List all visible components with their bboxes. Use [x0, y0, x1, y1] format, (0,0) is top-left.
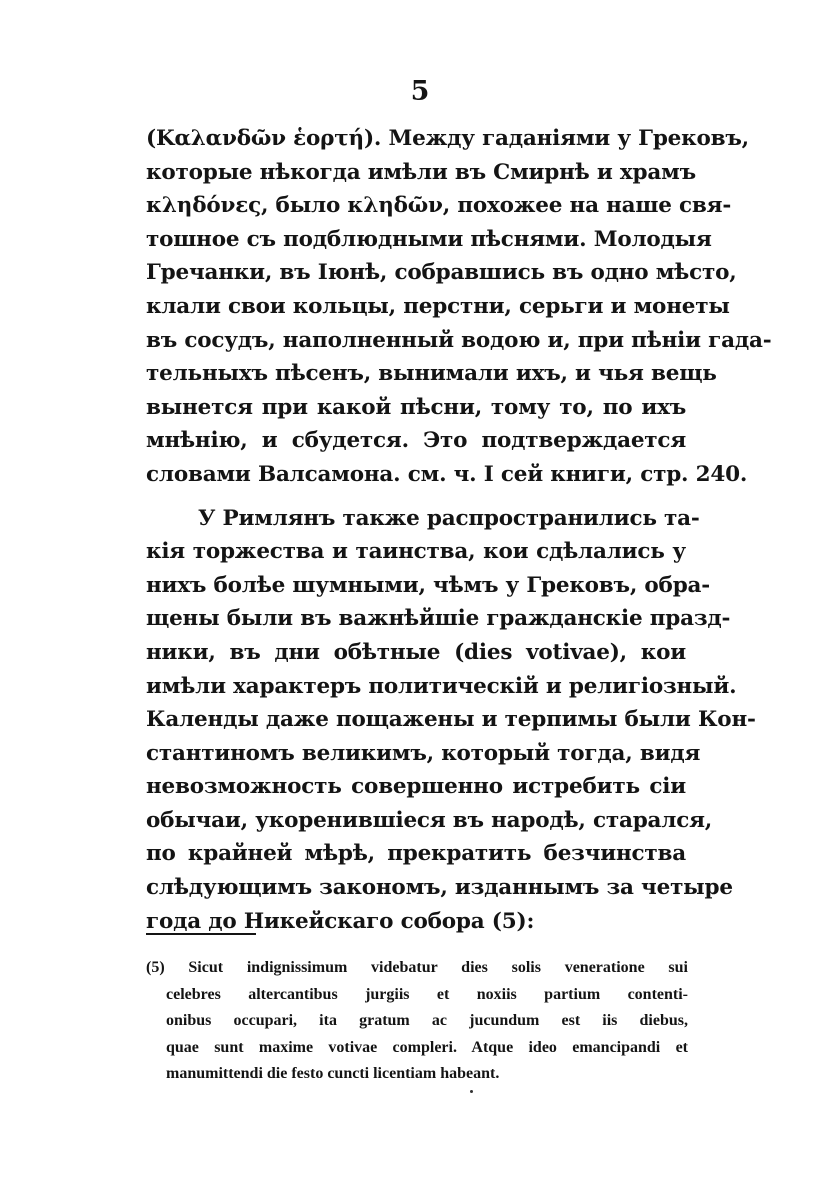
- text-line: въ сосудъ, наполненный водою и, при пѣніи гада-: [146, 327, 772, 353]
- text-line: словами Валсамона. см. ч. I сей книги, стр. 240.: [146, 461, 748, 487]
- text-line: по крайней мѣрѣ, прекратить безчинства: [146, 841, 686, 867]
- footnote-line: manumittendi die festo cuncti licentiam habeant.: [166, 1065, 500, 1083]
- text-line: стантиномъ великимъ, который тогда, видя: [146, 740, 701, 766]
- text-line: тельныхъ пѣсенъ, вынимали ихъ, и чья вещь: [146, 361, 717, 387]
- footnote-line: onibus occupari, ita gratum ac jucundum est iis diebus,: [166, 1012, 688, 1030]
- text-line: слѣдующимъ закономъ, изданнымъ за четыре: [146, 875, 733, 901]
- text-line: ники, въ дни обѣтные (dies votivae), кои: [146, 639, 686, 665]
- text-line: которые нѣкогда имѣли въ Смирнѣ и храмъ: [146, 159, 696, 185]
- paragraph-1: [146, 122, 772, 492]
- text-line: мнѣнію, и сбудется. Это подтверждается: [146, 428, 686, 454]
- footnote-line: quae sunt maxime votivae compleri. Atque ideo emancipandi et: [166, 1038, 688, 1056]
- text-line: кія торжества и таинства, кои сдѣлались у: [146, 539, 686, 565]
- text-line: нихъ болѣе шумными, чѣмъ у Грековъ, обра-: [146, 572, 710, 598]
- text-line: обычаи, укоренившіеся въ народѣ, старался,: [146, 807, 713, 833]
- main-text: [146, 122, 772, 938]
- text-line: щены были въ важнѣйшіе гражданскіе празд-: [146, 606, 731, 632]
- footnote-line: celebres altercantibus jurgiis et noxiis partium contenti-: [166, 985, 688, 1003]
- text-line: имѣли характеръ политическій и религіозный.: [146, 673, 737, 699]
- text-line: κληδόνες, было κληδῶν, похожее на наше свя-: [146, 193, 732, 219]
- text-line: тошное съ подблюдными пѣснями. Молодыя: [146, 226, 712, 252]
- print-speck: [470, 1090, 473, 1093]
- text-line: У Римлянъ также распространились та-: [198, 505, 700, 531]
- page-number: 5: [410, 76, 430, 107]
- text-line: Календы даже пощажены и терпимы были Кон-: [146, 707, 756, 733]
- paragraph-2: [146, 502, 756, 939]
- text-line: клали свои кольцы, перстни, серьги и монеты: [146, 293, 730, 319]
- text-line: Гречанки, въ Іюнѣ, собравшись въ одно мѣсто,: [146, 260, 737, 286]
- text-line: (Καλανδῶν ἑορτή). Между гаданіями у Грековъ,: [146, 126, 749, 151]
- footnote-divider: [146, 933, 256, 935]
- footnote: [146, 955, 688, 1088]
- text-line: невозможность совершенно истребить сіи: [146, 774, 686, 800]
- text-line: вынется при какой пѣсни, тому то, по ихъ: [146, 394, 686, 420]
- text-line: года до Никейскаго собора (5):: [146, 908, 535, 934]
- footnote-line: (5) Sicut indignissimum videbatur dies solis veneratione sui: [146, 959, 688, 976]
